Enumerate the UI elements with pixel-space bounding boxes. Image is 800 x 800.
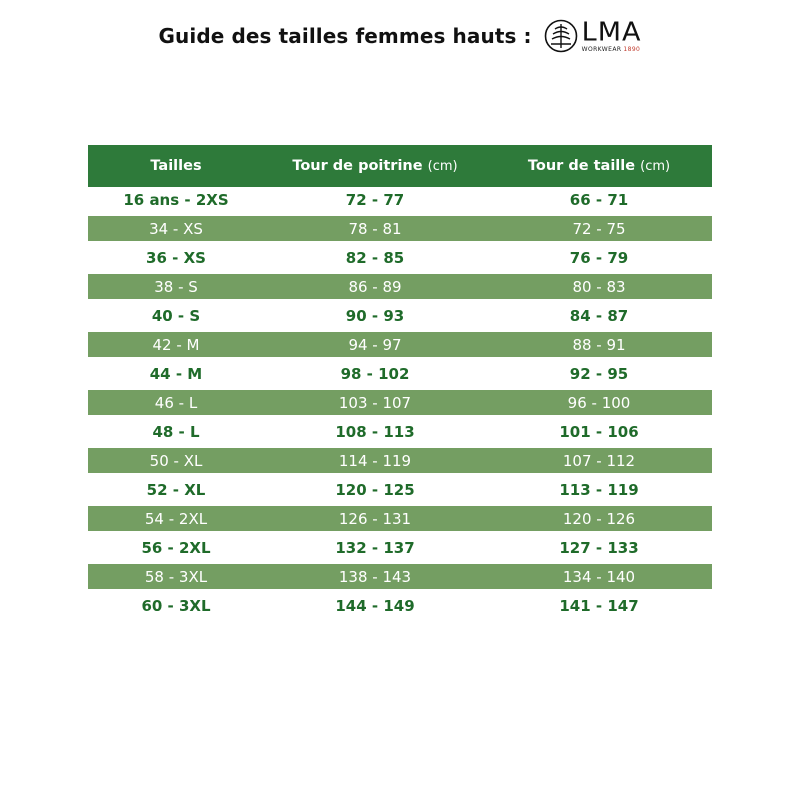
size-cell: 40 - S	[88, 301, 264, 330]
chest-cell: 132 - 137	[264, 533, 486, 562]
waist-cell: 134 - 140	[486, 562, 712, 591]
header-waist-label: Tour de taille	[527, 158, 636, 174]
waist-cell: 120 - 126	[486, 504, 712, 533]
table-row	[88, 591, 712, 620]
chest-cell: 86 - 89	[264, 272, 486, 301]
logo-subtitle	[582, 47, 642, 53]
chest-cell: 114 - 119	[264, 446, 486, 475]
table-row	[88, 533, 712, 562]
size-cell: 34 - XS	[88, 214, 264, 243]
size-cell: 56 - 2XL	[88, 533, 264, 562]
waist-cell: 127 - 133	[486, 533, 712, 562]
logo-wordmark: LMA	[581, 17, 642, 48]
table-row	[88, 187, 712, 214]
chest-cell: 138 - 143	[264, 562, 486, 591]
size-cell: 60 - 3XL	[88, 591, 264, 620]
size-cell: 52 - XL	[88, 475, 264, 504]
table-row	[88, 214, 712, 243]
chest-cell: 120 - 125	[264, 475, 486, 504]
waist-cell: 101 - 106	[486, 417, 712, 446]
chest-cell: 94 - 97	[264, 330, 486, 359]
table-row	[88, 417, 712, 446]
waist-cell: 88 - 91	[486, 330, 712, 359]
header-waist	[486, 145, 712, 187]
size-cell: 36 - XS	[88, 243, 264, 272]
size-cell: 16 ans - 2XS	[88, 187, 264, 214]
lma-logo	[544, 19, 642, 53]
page-header	[0, 14, 800, 58]
logo-subtitle-workwear: WORKWEAR	[581, 46, 622, 53]
size-cell: 48 - L	[88, 417, 264, 446]
tree-circle-icon	[544, 19, 578, 53]
header-chest-unit: (cm)	[427, 159, 458, 174]
header-chest-label: Tour de poitrine	[292, 158, 423, 174]
size-cell: 42 - M	[88, 330, 264, 359]
table-row	[88, 301, 712, 330]
waist-cell: 92 - 95	[486, 359, 712, 388]
waist-cell: 96 - 100	[486, 388, 712, 417]
waist-cell: 113 - 119	[486, 475, 712, 504]
chest-cell: 98 - 102	[264, 359, 486, 388]
size-cell: 38 - S	[88, 272, 264, 301]
size-guide-table	[88, 145, 712, 622]
chest-cell: 72 - 77	[264, 187, 486, 214]
size-cell: 44 - M	[88, 359, 264, 388]
chest-cell: 103 - 107	[264, 388, 486, 417]
table-row	[88, 504, 712, 533]
chest-cell: 78 - 81	[264, 214, 486, 243]
chest-cell: 90 - 93	[264, 301, 486, 330]
header-sizes-label: Tailles	[150, 158, 202, 174]
header-sizes	[88, 145, 264, 187]
waist-cell: 76 - 79	[486, 243, 712, 272]
size-cell: 50 - XL	[88, 446, 264, 475]
table-row	[88, 272, 712, 301]
chest-cell: 82 - 85	[264, 243, 486, 272]
chest-cell: 108 - 113	[264, 417, 486, 446]
header-chest	[264, 145, 486, 187]
table-row	[88, 330, 712, 359]
page-title: Guide des tailles femmes hauts :	[158, 24, 532, 48]
waist-cell: 107 - 112	[486, 446, 712, 475]
waist-cell: 66 - 71	[486, 187, 712, 214]
logo-subtitle-year: 1890	[623, 46, 641, 53]
table-header-row	[88, 145, 712, 187]
waist-cell: 84 - 87	[486, 301, 712, 330]
chest-cell: 126 - 131	[264, 504, 486, 533]
waist-cell: 80 - 83	[486, 272, 712, 301]
header-waist-unit: (cm)	[640, 159, 671, 174]
waist-cell: 141 - 147	[486, 591, 712, 620]
size-cell: 54 - 2XL	[88, 504, 264, 533]
table-row	[88, 475, 712, 504]
table-row	[88, 243, 712, 272]
table-row	[88, 359, 712, 388]
table-row	[88, 446, 712, 475]
chest-cell: 144 - 149	[264, 591, 486, 620]
waist-cell: 72 - 75	[486, 214, 712, 243]
size-rows	[88, 187, 712, 620]
table-row	[88, 562, 712, 591]
size-cell: 46 - L	[88, 388, 264, 417]
size-cell: 58 - 3XL	[88, 562, 264, 591]
table-row	[88, 388, 712, 417]
